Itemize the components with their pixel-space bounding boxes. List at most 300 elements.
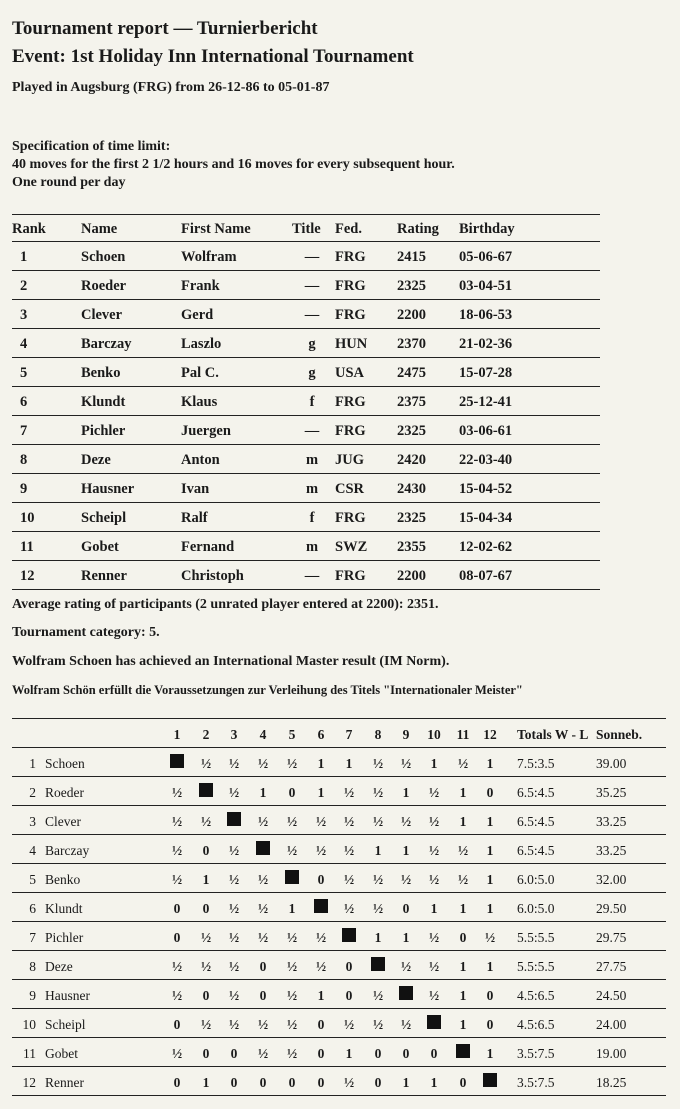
- game-result: ½: [228, 959, 240, 974]
- game-result: 0: [317, 872, 325, 887]
- participant-rating: 2325: [397, 510, 426, 526]
- game-result: ½: [286, 814, 298, 829]
- game-result: ½: [428, 959, 440, 974]
- game-result: 0: [374, 1075, 382, 1090]
- spec-heading: Specification of time limit:: [12, 139, 171, 154]
- game-result: ½: [400, 959, 412, 974]
- crosstable-col-header: 7: [345, 727, 353, 742]
- participant-title: g: [308, 336, 316, 352]
- game-result: ½: [286, 930, 298, 945]
- game-result: 0: [173, 901, 181, 916]
- game-result: 0: [202, 901, 210, 916]
- game-result: 1: [430, 756, 438, 771]
- game-result: ½: [286, 959, 298, 974]
- participant-fed: FRG: [335, 249, 366, 265]
- game-result: 0: [459, 930, 467, 945]
- participant-name: Deze: [81, 452, 111, 468]
- participant-birthday: 25-12-41: [459, 394, 513, 410]
- table-row: [12, 1067, 666, 1096]
- game-result: 1: [374, 843, 382, 858]
- game-result: 0: [317, 1017, 325, 1032]
- crosstable-col-header: 12: [483, 727, 497, 742]
- table-row: [12, 806, 666, 835]
- crosstable-col-header: 3: [230, 727, 238, 742]
- game-result: ½: [228, 1017, 240, 1032]
- game-result: ½: [315, 814, 327, 829]
- game-result: 1: [345, 756, 353, 771]
- participant-name: Scheipl: [81, 510, 127, 526]
- game-result: 0: [345, 959, 353, 974]
- table-row: [12, 951, 666, 980]
- participant-rank: 1: [20, 249, 28, 265]
- participant-name: Roeder: [81, 278, 127, 294]
- game-result: ½: [228, 930, 240, 945]
- participant-first-name: Gerd: [181, 307, 214, 323]
- table-row: [12, 503, 600, 532]
- crosstable-player-number: 5: [29, 872, 36, 887]
- game-result: ½: [457, 843, 469, 858]
- participant-birthday: 12-02-62: [459, 539, 513, 555]
- participant-first-name: Ralf: [181, 510, 208, 526]
- participant-fed: SWZ: [335, 539, 368, 555]
- spec-rounds: One round per day: [12, 175, 126, 190]
- game-result: 1: [459, 785, 467, 800]
- game-result: 1: [374, 930, 382, 945]
- participant-name: Benko: [81, 365, 121, 381]
- participant-rating: 2420: [397, 452, 426, 468]
- table-row: [12, 1038, 666, 1067]
- participant-title: f: [309, 394, 315, 410]
- participant-birthday: 05-06-67: [459, 249, 513, 265]
- game-result: ½: [372, 901, 384, 916]
- game-result: ½: [428, 814, 440, 829]
- game-result: ½: [457, 872, 469, 887]
- game-result: ½: [257, 756, 269, 771]
- participant-birthday: 21-02-36: [459, 336, 513, 352]
- participant-fed: FRG: [335, 423, 366, 439]
- game-result: 0: [430, 1046, 438, 1061]
- table-row: [12, 835, 666, 864]
- participant-name: Schoen: [81, 249, 126, 265]
- participant-rank: 3: [20, 307, 28, 323]
- participant-fed: FRG: [335, 394, 366, 410]
- table-row: [12, 922, 666, 951]
- participant-rating: 2200: [397, 568, 426, 584]
- crosstable-total: 6.0:5.0: [517, 901, 555, 916]
- im-norm-note: Wolfram Schoen has achieved an International Master result (IM Norm).: [12, 654, 450, 669]
- german-im-note: Wolfram Schön erfüllt die Voraussetzungen zur Verleihung des Titels "Internationaler Meister": [12, 683, 523, 697]
- participant-birthday: 18-06-53: [459, 307, 513, 323]
- game-result: ½: [400, 872, 412, 887]
- table-row: [12, 864, 666, 893]
- game-result: ½: [257, 1017, 269, 1032]
- participant-fed: USA: [335, 365, 365, 381]
- game-result: 1: [202, 1075, 210, 1090]
- game-result: 1: [459, 959, 467, 974]
- table-row: [12, 532, 600, 561]
- game-result: ½: [400, 1017, 412, 1032]
- game-result: ½: [286, 843, 298, 858]
- participant-birthday: 08-07-67: [459, 568, 513, 584]
- game-result: ½: [343, 901, 355, 916]
- game-result: ½: [171, 1046, 183, 1061]
- table-row: [12, 893, 666, 922]
- participant-rank: 11: [20, 539, 34, 555]
- participant-title: m: [305, 539, 319, 555]
- game-result: 1: [486, 872, 494, 887]
- participant-first-name: Fernand: [181, 539, 235, 555]
- game-result: ½: [200, 756, 212, 771]
- participant-first-name: Wolfram: [181, 249, 237, 265]
- crosstable-col-header: 4: [259, 727, 267, 742]
- self-pairing-block: [399, 986, 413, 1000]
- participant-title: —: [304, 307, 320, 323]
- crosstable-player-name: Barczay: [45, 843, 90, 858]
- game-result: 0: [317, 1075, 325, 1090]
- game-result: 1: [317, 785, 325, 800]
- crosstable-player-number: 2: [29, 785, 36, 800]
- participant-rank: 8: [20, 452, 28, 468]
- participant-fed: JUG: [335, 452, 364, 468]
- crosstable-sonneborn: 39.00: [596, 756, 627, 771]
- crosstable-total: 6.0:5.0: [517, 872, 555, 887]
- participant-first-name: Juergen: [181, 423, 231, 439]
- game-result: 0: [374, 1046, 382, 1061]
- crosstable-sonneborn: 29.75: [596, 930, 627, 945]
- game-result: ½: [372, 988, 384, 1003]
- col-rating-header: Rating: [397, 221, 439, 237]
- participant-fed: HUN: [335, 336, 368, 352]
- game-result: ½: [343, 1075, 355, 1090]
- table-row: [12, 777, 666, 806]
- table-row: [12, 561, 600, 590]
- game-result: 1: [459, 988, 467, 1003]
- game-result: ½: [428, 930, 440, 945]
- game-result: ½: [343, 785, 355, 800]
- crosstable: [12, 718, 666, 1096]
- game-result: 0: [173, 1075, 181, 1090]
- game-result: ½: [286, 1046, 298, 1061]
- game-result: ½: [200, 959, 212, 974]
- game-result: ½: [171, 785, 183, 800]
- game-result: ½: [171, 959, 183, 974]
- participant-rank: 10: [20, 510, 35, 526]
- table-row: [12, 271, 600, 300]
- participant-name: Klundt: [81, 394, 126, 410]
- game-result: ½: [372, 872, 384, 887]
- game-result: 0: [202, 843, 210, 858]
- game-result: 0: [486, 1017, 494, 1032]
- crosstable-total: 3.5:7.5: [517, 1046, 555, 1061]
- game-result: ½: [257, 872, 269, 887]
- game-result: ½: [428, 988, 440, 1003]
- game-result: ½: [228, 988, 240, 1003]
- crosstable-col-header: 10: [427, 727, 441, 742]
- game-result: 1: [402, 843, 410, 858]
- crosstable-col-header: 6: [317, 727, 325, 742]
- self-pairing-block: [256, 841, 270, 855]
- game-result: 0: [288, 785, 296, 800]
- participant-first-name: Laszlo: [181, 336, 222, 352]
- crosstable-total: 5.5:5.5: [517, 959, 555, 974]
- game-result: ½: [228, 756, 240, 771]
- self-pairing-block: [371, 957, 385, 971]
- participant-title: —: [304, 249, 320, 265]
- participant-name: Barczay: [81, 336, 132, 352]
- crosstable-sonneborn: 24.00: [596, 1017, 627, 1032]
- game-result: 0: [202, 988, 210, 1003]
- sonneborn-header: Sonneb.: [596, 727, 643, 742]
- game-result: 1: [402, 930, 410, 945]
- game-result: 1: [459, 1017, 467, 1032]
- event-name: Event: 1st Holiday Inn International Tournament: [12, 46, 414, 67]
- crosstable-player-name: Gobet: [45, 1046, 78, 1061]
- game-result: ½: [228, 901, 240, 916]
- crosstable-total: 6.5:4.5: [517, 814, 555, 829]
- crosstable-player-name: Renner: [45, 1075, 84, 1090]
- crosstable-total: 6.5:4.5: [517, 843, 555, 858]
- col-first-name-header: First Name: [181, 221, 251, 237]
- self-pairing-block: [227, 812, 241, 826]
- game-result: ½: [343, 814, 355, 829]
- participant-fed: FRG: [335, 568, 366, 584]
- game-result: 0: [230, 1075, 238, 1090]
- self-pairing-block: [427, 1015, 441, 1029]
- game-result: ½: [343, 1017, 355, 1032]
- game-result: 0: [259, 988, 267, 1003]
- crosstable-sonneborn: 33.25: [596, 814, 627, 829]
- participant-rating: 2430: [397, 481, 426, 497]
- participant-first-name: Anton: [181, 452, 220, 468]
- game-result: 0: [486, 988, 494, 1003]
- crosstable-player-number: 8: [29, 959, 36, 974]
- game-result: ½: [400, 814, 412, 829]
- participant-title: m: [305, 452, 319, 468]
- participant-rating: 2355: [397, 539, 426, 555]
- participant-rating: 2375: [397, 394, 426, 410]
- crosstable-player-number: 7: [29, 930, 36, 945]
- game-result: ½: [286, 756, 298, 771]
- game-result: 0: [202, 1046, 210, 1061]
- participant-first-name: Klaus: [181, 394, 218, 410]
- participant-title: m: [305, 481, 319, 497]
- participants-header-row: [12, 215, 600, 242]
- crosstable-player-number: 6: [29, 901, 36, 916]
- report-title: Tournament report — Turnierbericht: [12, 18, 318, 39]
- crosstable-total: 3.5:7.5: [517, 1075, 555, 1090]
- crosstable-player-number: 9: [29, 988, 36, 1003]
- crosstable-player-name: Deze: [45, 959, 73, 974]
- game-result: 0: [259, 1075, 267, 1090]
- participant-rank: 7: [20, 423, 28, 439]
- game-result: ½: [372, 1017, 384, 1032]
- crosstable-player-number: 1: [29, 756, 36, 771]
- participant-name: Gobet: [81, 539, 119, 555]
- game-result: 1: [317, 988, 325, 1003]
- participant-title: —: [304, 423, 320, 439]
- participant-birthday: 15-04-34: [459, 510, 513, 526]
- game-result: 0: [173, 930, 181, 945]
- crosstable-player-number: 3: [29, 814, 36, 829]
- game-result: 1: [430, 1075, 438, 1090]
- game-result: ½: [428, 872, 440, 887]
- participant-title: f: [309, 510, 315, 526]
- crosstable-col-header: 1: [173, 727, 181, 742]
- crosstable-player-name: Schoen: [45, 756, 85, 771]
- game-result: ½: [372, 814, 384, 829]
- participant-first-name: Frank: [181, 278, 220, 294]
- crosstable-col-header: 5: [288, 727, 296, 742]
- crosstable-player-name: Clever: [45, 814, 81, 829]
- game-result: 0: [459, 1075, 467, 1090]
- tournament-category-note: Tournament category: 5.: [12, 625, 160, 640]
- game-result: ½: [228, 785, 240, 800]
- game-result: ½: [286, 1017, 298, 1032]
- crosstable-player-name: Scheipl: [45, 1017, 86, 1032]
- crosstable-player-number: 4: [29, 843, 36, 858]
- game-result: ½: [372, 785, 384, 800]
- participant-birthday: 15-07-28: [459, 365, 513, 381]
- game-result: 1: [402, 785, 410, 800]
- participant-rating: 2370: [397, 336, 426, 352]
- participant-rating: 2325: [397, 278, 426, 294]
- col-name-header: Name: [81, 221, 118, 237]
- game-result: ½: [484, 930, 496, 945]
- game-result: 0: [259, 959, 267, 974]
- game-result: 1: [486, 901, 494, 916]
- participant-rank: 9: [20, 481, 28, 497]
- participant-rank: 5: [20, 365, 28, 381]
- crosstable-total: 4.5:6.5: [517, 1017, 555, 1032]
- crosstable-player-name: Pichler: [45, 930, 84, 945]
- participant-name: Renner: [81, 568, 127, 584]
- table-row: [12, 1009, 666, 1038]
- crosstable-sonneborn: 24.50: [596, 988, 627, 1003]
- self-pairing-block: [285, 870, 299, 884]
- col-birthday-header: Birthday: [459, 221, 515, 237]
- participant-rank: 12: [20, 568, 35, 584]
- game-result: ½: [171, 814, 183, 829]
- participant-title: g: [308, 365, 316, 381]
- game-result: 1: [345, 1046, 353, 1061]
- spec-moves: 40 moves for the first 2 1/2 hours and 16 moves for every subsequent hour.: [12, 157, 455, 172]
- game-result: 1: [202, 872, 210, 887]
- crosstable-player-number: 12: [22, 1075, 36, 1090]
- self-pairing-block: [199, 783, 213, 797]
- game-result: 1: [459, 901, 467, 916]
- game-result: 1: [259, 785, 267, 800]
- game-result: ½: [200, 1017, 212, 1032]
- self-pairing-block: [456, 1044, 470, 1058]
- crosstable-total: 5.5:5.5: [517, 930, 555, 945]
- crosstable-sonneborn: 35.25: [596, 785, 627, 800]
- participant-rank: 6: [20, 394, 28, 410]
- table-row: [12, 980, 666, 1009]
- crosstable-col-header: 8: [374, 727, 382, 742]
- participant-rating: 2475: [397, 365, 426, 381]
- crosstable-player-name: Klundt: [45, 901, 83, 916]
- crosstable-player-number: 11: [23, 1046, 36, 1061]
- participant-rank: 2: [20, 278, 28, 294]
- game-result: ½: [257, 1046, 269, 1061]
- game-result: ½: [400, 756, 412, 771]
- game-result: ½: [171, 872, 183, 887]
- crosstable-sonneborn: 29.50: [596, 901, 627, 916]
- crosstable-sonneborn: 18.25: [596, 1075, 627, 1090]
- crosstable-player-number: 10: [22, 1017, 36, 1032]
- game-result: ½: [257, 901, 269, 916]
- participant-birthday: 03-04-51: [459, 278, 513, 294]
- table-row: [12, 300, 600, 329]
- game-result: 1: [486, 843, 494, 858]
- game-result: ½: [457, 756, 469, 771]
- game-result: ½: [257, 930, 269, 945]
- participant-first-name: Ivan: [181, 481, 210, 497]
- crosstable-col-header: 9: [402, 727, 410, 742]
- participant-title: —: [304, 278, 320, 294]
- game-result: ½: [315, 843, 327, 858]
- participants-table: [12, 214, 600, 590]
- self-pairing-block: [170, 754, 184, 768]
- participant-rating: 2325: [397, 423, 426, 439]
- participant-name: Hausner: [81, 481, 135, 497]
- game-result: ½: [228, 872, 240, 887]
- game-result: 0: [173, 1017, 181, 1032]
- game-result: 1: [486, 756, 494, 771]
- crosstable-player-name: Hausner: [45, 988, 90, 1003]
- game-result: 1: [288, 901, 296, 916]
- self-pairing-block: [342, 928, 356, 942]
- participant-name: Clever: [81, 307, 123, 323]
- crosstable-sonneborn: 32.00: [596, 872, 627, 887]
- participant-fed: FRG: [335, 278, 366, 294]
- table-row: [12, 242, 600, 271]
- game-result: ½: [286, 988, 298, 1003]
- table-row: [12, 358, 600, 387]
- totals-header: Totals W - L: [517, 727, 589, 742]
- played-location-dates: Played in Augsburg (FRG) from 26-12-86 to 05-01-87: [12, 80, 330, 95]
- game-result: ½: [315, 959, 327, 974]
- crosstable-sonneborn: 27.75: [596, 959, 627, 974]
- self-pairing-block: [483, 1073, 497, 1087]
- crosstable-header-row: [12, 719, 666, 748]
- game-result: 1: [486, 814, 494, 829]
- game-result: 0: [402, 901, 410, 916]
- col-title-header: Title: [292, 221, 321, 237]
- crosstable-player-name: Roeder: [45, 785, 84, 800]
- participant-birthday: 22-03-40: [459, 452, 513, 468]
- game-result: ½: [372, 756, 384, 771]
- game-result: 1: [317, 756, 325, 771]
- table-row: [12, 416, 600, 445]
- crosstable-total: 6.5:4.5: [517, 785, 555, 800]
- participant-name: Pichler: [81, 423, 126, 439]
- game-result: 0: [402, 1046, 410, 1061]
- game-result: 1: [486, 1046, 494, 1061]
- participant-rating: 2415: [397, 249, 426, 265]
- game-result: 0: [230, 1046, 238, 1061]
- participant-fed: FRG: [335, 510, 366, 526]
- table-row: [12, 329, 600, 358]
- game-result: ½: [171, 843, 183, 858]
- participant-title: —: [304, 568, 320, 584]
- game-result: ½: [228, 843, 240, 858]
- game-result: 1: [486, 959, 494, 974]
- crosstable-sonneborn: 19.00: [596, 1046, 627, 1061]
- crosstable-total: 4.5:6.5: [517, 988, 555, 1003]
- game-result: 1: [430, 901, 438, 916]
- participant-rank: 4: [20, 336, 28, 352]
